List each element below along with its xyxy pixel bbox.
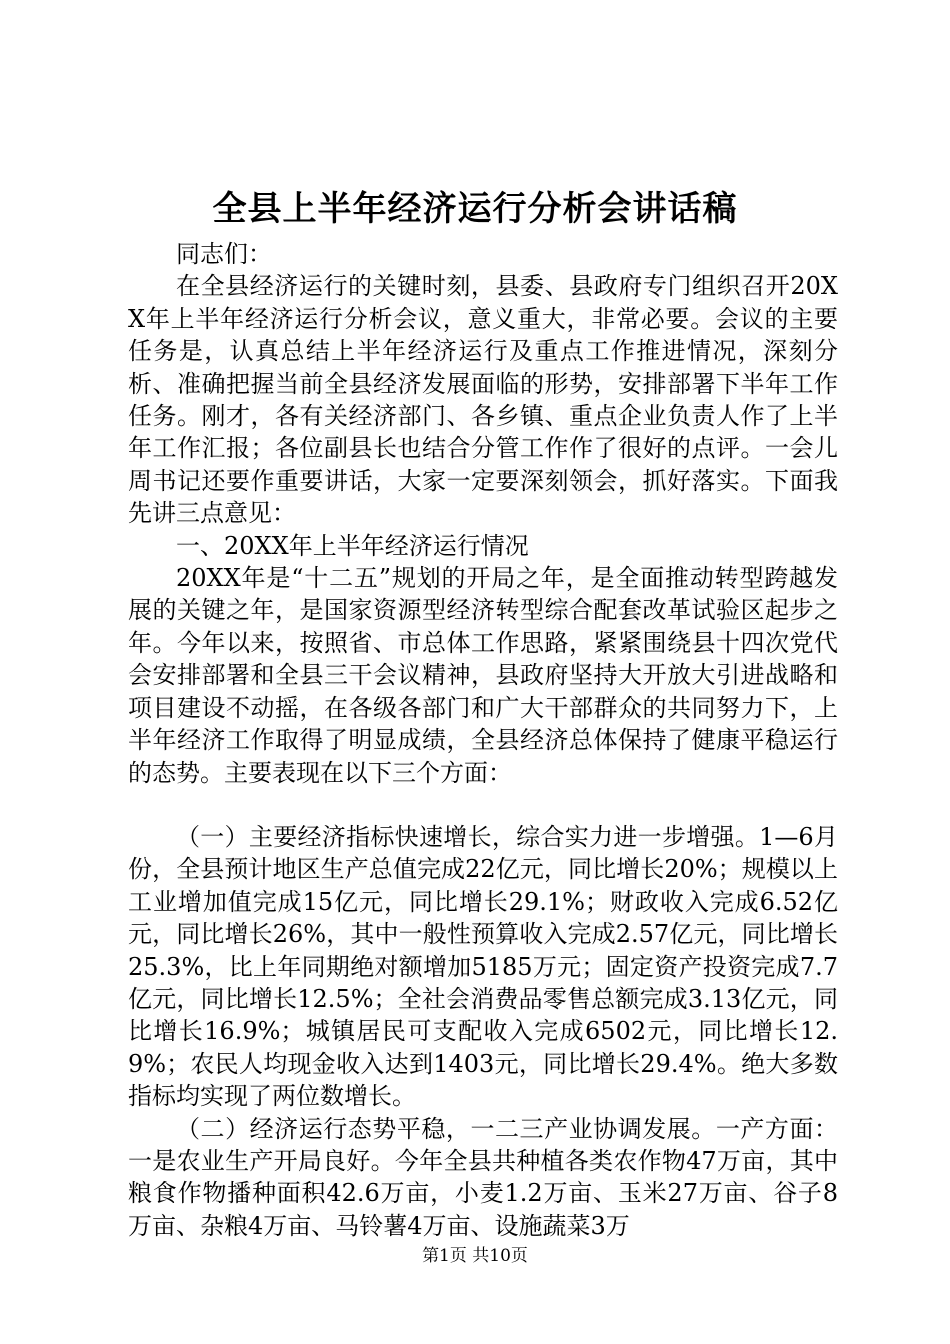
industries-paragraph: （二）经济运行态势平稳，一二三产业协调发展。一产方面：一是农业生产开局良好。今年全县共种植各类农作物47万亩，其中粮食作物播种面积42.6万亩，小麦1.2万亩、玉米27万亩、谷子8万亩、杂粮4万亩、马铃薯4万亩、设施蔬菜3万 [128,1114,838,1240]
document-body [128,238,838,1242]
section-heading-1: 一、20XX年上半年经济运行情况 [176,531,529,560]
page-number-footer: 第1页 共10页 [422,1246,528,1266]
intro-paragraph: 在全县经济运行的关键时刻，县委、县政府专门组织召开20XX年上半年经济运行分析会议，意义重大，非常必要。会议的主要任务是，认真总结上半年经济运行及重点工作推进情况，深刻分析、准确把握当前全县经济发展面临的形势，安排部署下半年工作任务。刚才，各有关经济部门、各乡镇、重点企业负责人作了上半年工作汇报；各位副县长也结合分管工作作了很好的点评。一会儿周书记还要作重要讲话，大家一定要深刻领会，抓好落实。下面我先讲三点意见： [128,272,838,528]
document-title: 全县上半年经济运行分析会讲话稿 [212,189,738,229]
salutation: 同志们： [176,240,272,268]
overview-paragraph: 20XX年是“十二五”规划的开局之年，是全面推动转型跨越发展的关键之年，是国家资源型经济转型综合配套改革试验区起步之年。今年以来，按照省、市总体工作思路，紧紧围绕县十四次党代会安排部署和全县三干会议精神，县政府坚持大开放大引进战略和项目建设不动摇，在各级各部门和广大干部群众的共同努力下，上半年经济工作取得了明显成绩，全县经济总体保持了健康平稳运行的态势。主要表现在以下三个方面： [128,564,838,787]
indicators-paragraph: （一）主要经济指标快速增长，综合实力进一步增强。1—6月份，全县预计地区生产总值完成22亿元，同比增长20%；规模以上工业增加值完成15亿元，同比增长29.1%；财政收入完成6.52亿元，同比增长26%，其中一般性预算收入完成2.57亿元，同比增长25.3%，比上年同期绝对额增加5185万元；固定资产投资完成7.7亿元，同比增长12.5%；全社会消费品零售总额完成3.13亿元，同比增长16.9%；城镇居民可支配收入完成6502元，同比增长12.9%；农民人均现金收入达到1403元，同比增长29.4%。绝大多数指标均实现了两位数增长。 [128,822,838,1111]
